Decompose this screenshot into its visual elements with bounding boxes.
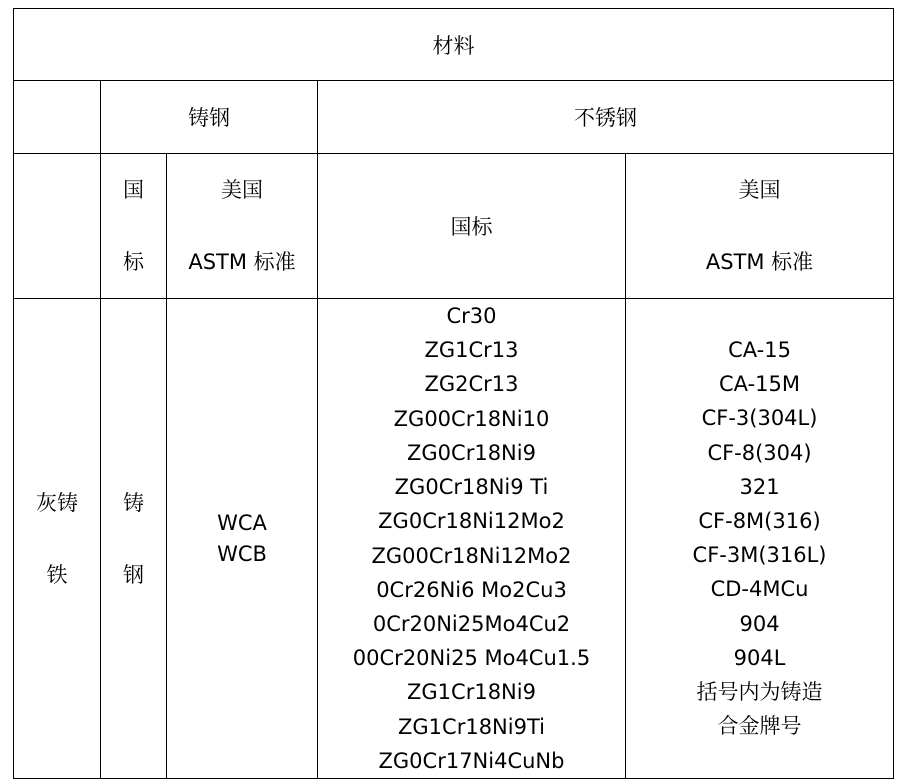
stainless-gb-grade: ZG0Cr18Ni9 Ti: [394, 475, 549, 500]
stainless-us-grade: CF-3(304L): [701, 406, 818, 431]
stainless-us-grade: 321: [739, 474, 780, 499]
standard-row: [14, 154, 894, 299]
cast-steel-header: 铸钢: [101, 81, 318, 154]
materials-table: [13, 8, 894, 779]
title-row: [14, 9, 894, 81]
stainless-us-header: [626, 154, 894, 299]
category-row: [14, 81, 894, 154]
stainless-us-grade: 括号内为铸造: [696, 680, 823, 705]
cast-steel-us-line-2: ASTM 标准: [188, 250, 296, 274]
stainless-gb-header: 国标: [318, 154, 626, 299]
stainless-us-line-1: 美国: [738, 178, 781, 202]
stainless-us-line-2: ASTM 标准: [705, 250, 814, 274]
stainless-gb-grade: ZG00Cr18Ni10: [393, 406, 550, 431]
stainless-gb-grade: 00Cr20Ni25 Mo4Cu1.5: [352, 646, 591, 671]
stainless-gb-grade: 0Cr20Ni25Mo4Cu2: [372, 611, 571, 636]
cast-steel-gb-header: [101, 154, 167, 299]
stainless-us-grade: CF-8(304): [707, 440, 812, 465]
stainless-us-grade: CF-8M(316): [698, 509, 821, 534]
stainless-gb-grade: ZG1Cr18Ni9Ti: [398, 714, 545, 739]
stainless-gb-grade: 0Cr26Ni6 Mo2Cu3: [376, 577, 567, 602]
stainless-us-grade: CA-15M: [719, 372, 801, 397]
title-cell: 材料: [14, 9, 894, 81]
stainless-gb-grade: Cr30: [446, 304, 497, 329]
row-cast-us-cell: [167, 299, 318, 779]
stainless-gb-grade: ZG2Cr13: [424, 372, 519, 397]
stainless-us-grade: CD-4MCu: [710, 577, 809, 602]
stainless-gb-grade: ZG1Cr18Ni9: [407, 680, 536, 705]
row-cast-gb-line-1: 铸: [123, 490, 144, 515]
stainless-gb-grade: ZG0Cr18Ni9: [407, 440, 536, 465]
row-label-line-1: 灰铸: [36, 490, 78, 515]
row-cast-gb-line-2: 钢: [123, 562, 144, 587]
empty-label-cell: [14, 154, 101, 299]
empty-corner-cell: [14, 81, 101, 154]
row-cast-gb-cell: [101, 299, 167, 779]
stainless-steel-header: 不锈钢: [318, 81, 894, 154]
cast-steel-us-header: [167, 154, 318, 299]
stainless-gb-grade: ZG00Cr18Ni12Mo2: [371, 543, 572, 568]
row-label-line-2: 铁: [46, 562, 68, 587]
row-cast-us-line-1: WCA: [217, 510, 267, 535]
stainless-gb-grade: ZG1Cr13: [424, 338, 519, 363]
stainless-us-grade: CA-15: [728, 338, 791, 362]
stainless-us-grade: 904L: [733, 645, 786, 670]
cast-steel-us-line-1: 美国: [221, 178, 263, 202]
stainless-gb-grade: ZG0Cr17Ni4CuNb: [378, 748, 565, 773]
stainless-us-grade: 合金牌号: [717, 714, 802, 739]
cast-steel-gb-line-1: 国: [123, 178, 144, 202]
cast-steel-gb-line-2: 标: [123, 250, 144, 274]
stainless-us-grades-cell: [626, 299, 894, 779]
row-label-cell: [14, 299, 101, 779]
stainless-us-grade: CF-3M(316L): [692, 543, 827, 568]
data-row-gray-cast-iron: [14, 299, 894, 779]
stainless-gb-grades-cell: [318, 299, 626, 779]
stainless-us-grade: 904: [739, 611, 780, 636]
row-cast-us-line-2: WCB: [217, 541, 267, 566]
stainless-gb-grade: ZG0Cr18Ni12Mo2: [378, 509, 565, 534]
